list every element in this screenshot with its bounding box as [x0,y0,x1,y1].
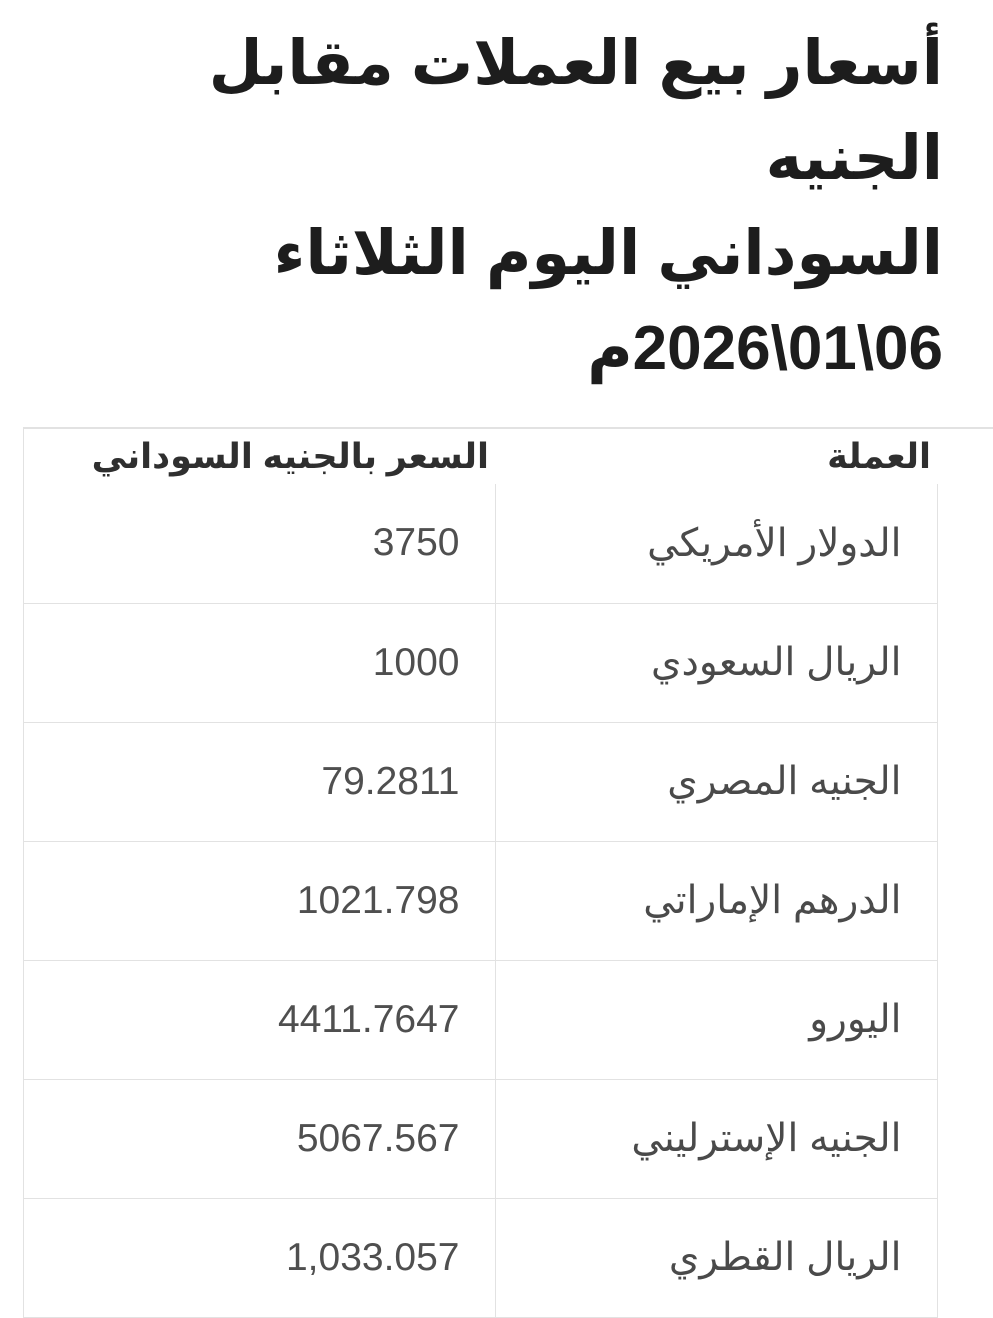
table-row [23,722,993,841]
currency-name-cell: الدولار الأمريكي [495,484,937,603]
price-cell: 4411.7647 [23,960,495,1079]
col-header-price: السعر بالجنيه السوداني [23,428,495,484]
page-title [0,0,993,396]
gutter-cell [937,1079,993,1198]
table-row [23,1079,993,1198]
price-cell: 1,033.057 [23,1198,495,1317]
title-line-2: السوداني اليوم الثلاثاء [20,206,943,301]
gutter-cell [937,722,993,841]
col-header-currency: العملة [495,428,937,484]
gutter-header-cell [937,428,993,484]
price-cell: 3750 [23,484,495,603]
gutter-cell [937,841,993,960]
table-row [23,1198,993,1317]
currency-name-cell: الريال السعودي [495,603,937,722]
table-row [23,960,993,1079]
header-row [23,428,993,484]
table-row [23,841,993,960]
price-cell: 1000 [23,603,495,722]
gutter-cell [937,484,993,603]
title-line-1: أسعار بيع العملات مقابل الجنيه [20,16,943,206]
gutter-cell [937,603,993,722]
rates-table [23,427,993,1318]
title-line-3: 06\01\2026م [20,301,943,396]
table-row [23,484,993,603]
gutter-cell [937,960,993,1079]
price-cell: 1021.798 [23,841,495,960]
currency-name-cell: الجنيه الإسترليني [495,1079,937,1198]
currency-name-cell: اليورو [495,960,937,1079]
table-row [23,603,993,722]
currency-name-cell: الدرهم الإماراتي [495,841,937,960]
currency-name-cell: الجنيه المصري [495,722,937,841]
price-cell: 5067.567 [23,1079,495,1198]
gutter-cell [937,1198,993,1317]
currency-name-cell: الريال القطري [495,1198,937,1317]
price-cell: 79.2811 [23,722,495,841]
